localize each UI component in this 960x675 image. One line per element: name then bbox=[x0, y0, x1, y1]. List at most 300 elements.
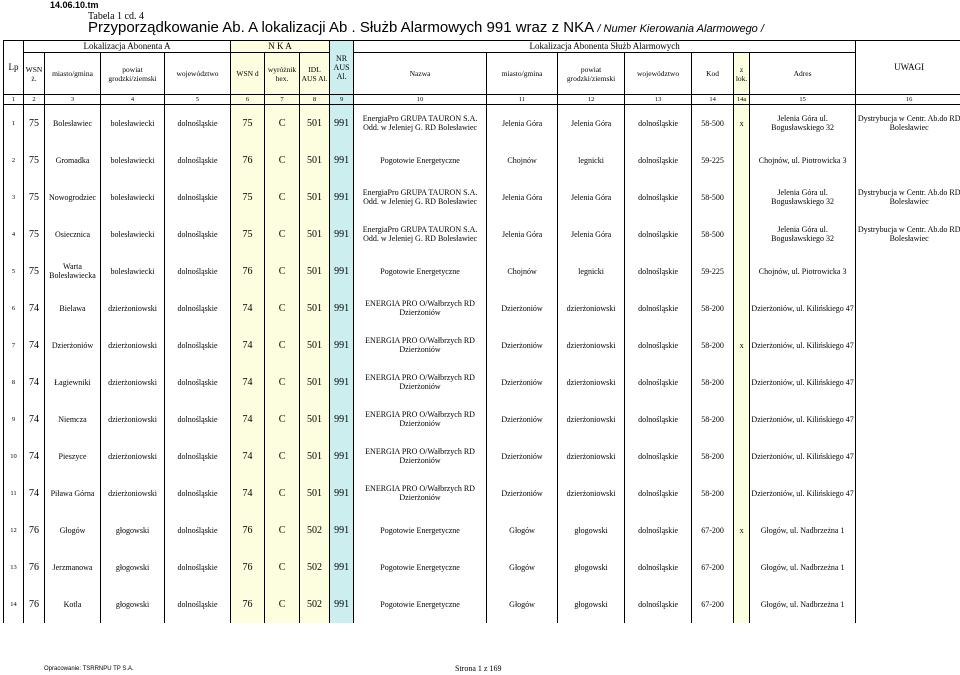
column-number: 15 bbox=[750, 95, 856, 105]
adres-cell: Dzierżoniów, ul. Kilińskiego 47 bbox=[750, 475, 856, 512]
powiat-cell: głogowski bbox=[101, 549, 165, 586]
woj2-cell: dolnośląskie bbox=[625, 475, 692, 512]
idl-header: IDL AUS Al. bbox=[300, 53, 330, 95]
idl-cell: 501 bbox=[300, 105, 330, 142]
nazwa-cell: ENERGIA PRO O/Wałbrzych RD Dzierżoniów bbox=[354, 290, 487, 327]
zlok-cell bbox=[734, 586, 750, 623]
column-number: 14a bbox=[734, 95, 750, 105]
miasto2-cell: Głogów bbox=[487, 512, 558, 549]
nka-header: N K A bbox=[231, 41, 330, 53]
nazwa-cell: Pogotowie Energetyczne bbox=[354, 549, 487, 586]
woj-cell: dolnośląskie bbox=[165, 253, 231, 290]
kod-header: Kod bbox=[692, 53, 734, 95]
uwagi-cell bbox=[856, 253, 960, 290]
sluzb-header: Lokalizacja Abonenta Służb Alarmowych bbox=[354, 41, 856, 53]
wsn-d-cell: 75 bbox=[231, 216, 265, 253]
table-row bbox=[4, 179, 960, 216]
wsn-d-cell: 76 bbox=[231, 512, 265, 549]
wsn-cell: 74 bbox=[24, 401, 45, 438]
lp-cell: 14 bbox=[4, 586, 24, 623]
lp-cell: 12 bbox=[4, 512, 24, 549]
table-row bbox=[4, 549, 960, 586]
powiat2-cell: legnicki bbox=[558, 142, 625, 179]
adres-cell: Dzierżoniów, ul. Kilińskiego 47 bbox=[750, 438, 856, 475]
wsn-d-cell: 76 bbox=[231, 253, 265, 290]
column-number: 4 bbox=[101, 95, 165, 105]
column-number-row bbox=[4, 95, 960, 105]
woj2-header: województwo bbox=[625, 53, 692, 95]
kod-cell: 58-200 bbox=[692, 364, 734, 401]
powiat-cell: bolesławiecki bbox=[101, 142, 165, 179]
nr-aus-cell: 991 bbox=[330, 475, 354, 512]
wsn-cell: 75 bbox=[24, 253, 45, 290]
powiat-cell: dzierżoniowski bbox=[101, 475, 165, 512]
uwagi-header: UWAGI bbox=[856, 41, 960, 95]
powiat2-cell: dzierżoniowski bbox=[558, 475, 625, 512]
document-date: 14.06.10.tm bbox=[50, 0, 99, 10]
nr-aus-cell: 991 bbox=[330, 290, 354, 327]
title-main: Przyporządkowanie Ab. A lokalizacji Ab . Służb Alarmowych 991 wraz z NKA bbox=[88, 19, 594, 36]
zlok-cell: x bbox=[734, 327, 750, 364]
nazwa-cell: EnergiaPro GRUPA TAURON S.A. Odd. w Jeleniej G. RD Bolesławiec bbox=[354, 216, 487, 253]
woj-cell: dolnośląskie bbox=[165, 586, 231, 623]
lp-cell: 2 bbox=[4, 142, 24, 179]
wsn-d-cell: 76 bbox=[231, 142, 265, 179]
wsn-d-header: WSN d bbox=[231, 53, 265, 95]
wsn-d-cell: 74 bbox=[231, 327, 265, 364]
column-number: 6 bbox=[231, 95, 265, 105]
wsn-cell: 74 bbox=[24, 364, 45, 401]
powiat2-cell: dzierżoniowski bbox=[558, 290, 625, 327]
adres-cell: Głogów, ul. Nadbrzeżna 1 bbox=[750, 549, 856, 586]
idl-cell: 501 bbox=[300, 327, 330, 364]
nazwa-cell: EnergiaPro GRUPA TAURON S.A. Odd. w Jeleniej G. RD Bolesławiec bbox=[354, 179, 487, 216]
miasto2-cell: Jelenia Góra bbox=[487, 105, 558, 142]
woj-cell: dolnośląskie bbox=[165, 216, 231, 253]
powiat-cell: dzierżoniowski bbox=[101, 364, 165, 401]
column-number: 16 bbox=[856, 95, 960, 105]
column-number: 9 bbox=[330, 95, 354, 105]
lp-header: Lp bbox=[4, 41, 24, 95]
woj-cell: dolnośląskie bbox=[165, 142, 231, 179]
woj2-cell: dolnośląskie bbox=[625, 290, 692, 327]
nazwa-cell: ENERGIA PRO O/Wałbrzych RD Dzierżoniów bbox=[354, 327, 487, 364]
title-subtitle: / Numer Kierowania Alarmowego / bbox=[597, 23, 764, 35]
table-row bbox=[4, 290, 960, 327]
nazwa-cell: ENERGIA PRO O/Wałbrzych RD Dzierżoniów bbox=[354, 401, 487, 438]
table-row bbox=[4, 586, 960, 623]
wyroznik-cell: C bbox=[265, 401, 300, 438]
adres-cell: Głogów, ul. Nadbrzeżna 1 bbox=[750, 586, 856, 623]
kod-cell: 58-200 bbox=[692, 438, 734, 475]
uwagi-cell bbox=[856, 142, 960, 179]
idl-cell: 501 bbox=[300, 253, 330, 290]
wyroznik-cell: C bbox=[265, 179, 300, 216]
table-row bbox=[4, 105, 960, 142]
wyroznik-cell: C bbox=[265, 253, 300, 290]
nr-aus-cell: 991 bbox=[330, 142, 354, 179]
adres-cell: Głogów, ul. Nadbrzeżna 1 bbox=[750, 512, 856, 549]
powiat2-cell: dzierżoniowski bbox=[558, 364, 625, 401]
lp-cell: 6 bbox=[4, 290, 24, 327]
idl-cell: 502 bbox=[300, 586, 330, 623]
zlok-cell bbox=[734, 142, 750, 179]
nazwa-cell: Pogotowie Energetyczne bbox=[354, 512, 487, 549]
adres-cell: Dzierżoniów, ul. Kilińskiego 47 bbox=[750, 364, 856, 401]
zlok-cell bbox=[734, 364, 750, 401]
powiat-cell: dzierżoniowski bbox=[101, 290, 165, 327]
miasto-cell: Warta Bolesławiecka bbox=[45, 253, 101, 290]
powiat2-cell: Jelenia Góra bbox=[558, 216, 625, 253]
wsn-cell: 75 bbox=[24, 142, 45, 179]
zlok-cell: x bbox=[734, 105, 750, 142]
wsn-cell: 75 bbox=[24, 179, 45, 216]
lp-cell: 3 bbox=[4, 179, 24, 216]
nr-aus-cell: 991 bbox=[330, 549, 354, 586]
wsn-cell: 76 bbox=[24, 512, 45, 549]
uwagi-cell bbox=[856, 364, 960, 401]
miasto2-cell: Jelenia Góra bbox=[487, 179, 558, 216]
nr-aus-cell: 991 bbox=[330, 179, 354, 216]
lp-cell: 5 bbox=[4, 253, 24, 290]
miasto2-cell: Głogów bbox=[487, 586, 558, 623]
wyroznik-cell: C bbox=[265, 142, 300, 179]
powiat-cell: dzierżoniowski bbox=[101, 401, 165, 438]
adres-cell: Jelenia Góra ul. Bogusławskiego 32 bbox=[750, 179, 856, 216]
footer-page-number: Strona 1 z 169 bbox=[455, 664, 502, 673]
nazwa-cell: ENERGIA PRO O/Wałbrzych RD Dzierżoniów bbox=[354, 438, 487, 475]
idl-cell: 501 bbox=[300, 438, 330, 475]
powiat2-cell: Jelenia Góra bbox=[558, 105, 625, 142]
nr-aus-header: NR AUS Al. bbox=[330, 41, 354, 95]
wsn-d-cell: 75 bbox=[231, 179, 265, 216]
woj2-cell: dolnośląskie bbox=[625, 216, 692, 253]
uwagi-cell bbox=[856, 290, 960, 327]
nr-aus-cell: 991 bbox=[330, 105, 354, 142]
uwagi-cell: Dystrybucja w Centr. Ab.do RD Bolesławiec bbox=[856, 105, 960, 142]
nazwa-header: Nazwa bbox=[354, 53, 487, 95]
miasto-cell: Niemcza bbox=[45, 401, 101, 438]
adres-cell: Jelenia Góra ul. Bogusławskiego 32 bbox=[750, 216, 856, 253]
woj2-cell: dolnośląskie bbox=[625, 549, 692, 586]
powiat-cell: bolesławiecki bbox=[101, 216, 165, 253]
powiat2-cell: dzierżoniowski bbox=[558, 327, 625, 364]
miasto2-cell: Chojnów bbox=[487, 142, 558, 179]
miasto-cell: Dzierżoniów bbox=[45, 327, 101, 364]
uwagi-cell: Dystrybucja w Centr. Ab.do RD Bolesławiec bbox=[856, 216, 960, 253]
miasto2-cell: Dzierżoniów bbox=[487, 475, 558, 512]
table-row bbox=[4, 253, 960, 290]
wsn-cell: 74 bbox=[24, 327, 45, 364]
wsn-cell: 74 bbox=[24, 290, 45, 327]
wsn-d-cell: 75 bbox=[231, 105, 265, 142]
woj2-cell: dolnośląskie bbox=[625, 253, 692, 290]
wyroznik-cell: C bbox=[265, 438, 300, 475]
miasto-cell: Bielawa bbox=[45, 290, 101, 327]
woj-cell: dolnośląskie bbox=[165, 438, 231, 475]
column-number: 13 bbox=[625, 95, 692, 105]
table-row bbox=[4, 401, 960, 438]
woj2-cell: dolnośląskie bbox=[625, 586, 692, 623]
idl-cell: 501 bbox=[300, 364, 330, 401]
zlok-cell bbox=[734, 401, 750, 438]
lp-cell: 8 bbox=[4, 364, 24, 401]
adres-cell: Dzierżoniów, ul. Kilińskiego 47 bbox=[750, 290, 856, 327]
kod-cell: 58-200 bbox=[692, 401, 734, 438]
wyroznik-cell: C bbox=[265, 327, 300, 364]
adres-cell: Chojnów, ul. Piotrowicka 3 bbox=[750, 253, 856, 290]
lp-cell: 1 bbox=[4, 105, 24, 142]
kod-cell: 58-200 bbox=[692, 475, 734, 512]
column-number: 10 bbox=[354, 95, 487, 105]
table-row bbox=[4, 327, 960, 364]
woj2-cell: dolnośląskie bbox=[625, 364, 692, 401]
column-number: 11 bbox=[487, 95, 558, 105]
wsn-d-cell: 74 bbox=[231, 438, 265, 475]
woj2-cell: dolnośląskie bbox=[625, 179, 692, 216]
kod-cell: 67-200 bbox=[692, 586, 734, 623]
kod-cell: 67-200 bbox=[692, 549, 734, 586]
idl-cell: 501 bbox=[300, 142, 330, 179]
column-header-row bbox=[4, 53, 960, 95]
miasto-cell: Bolesławiec bbox=[45, 105, 101, 142]
group-header-row bbox=[4, 41, 960, 53]
uwagi-cell bbox=[856, 475, 960, 512]
woj2-cell: dolnośląskie bbox=[625, 142, 692, 179]
miasto-cell: Osiecznica bbox=[45, 216, 101, 253]
wyroznik-cell: C bbox=[265, 475, 300, 512]
lp-cell: 7 bbox=[4, 327, 24, 364]
miasto2-cell: Jelenia Góra bbox=[487, 216, 558, 253]
miasto2-cell: Dzierżoniów bbox=[487, 364, 558, 401]
zlok-cell bbox=[734, 253, 750, 290]
zlok-cell: x bbox=[734, 512, 750, 549]
miasto-cell: Jerzmanowa bbox=[45, 549, 101, 586]
powiat2-cell: legnicki bbox=[558, 253, 625, 290]
miasto2-cell: Dzierżoniów bbox=[487, 438, 558, 475]
nr-aus-cell: 991 bbox=[330, 253, 354, 290]
wsn-d-cell: 74 bbox=[231, 290, 265, 327]
uwagi-cell bbox=[856, 327, 960, 364]
column-number: 14 bbox=[692, 95, 734, 105]
powiat2-cell: dzierżoniowski bbox=[558, 438, 625, 475]
kod-cell: 59-225 bbox=[692, 142, 734, 179]
zlok-cell bbox=[734, 179, 750, 216]
powiat2-cell: głogowski bbox=[558, 586, 625, 623]
wyroznik-header: wyróżnik hex. bbox=[265, 53, 300, 95]
column-number: 5 bbox=[165, 95, 231, 105]
woj-cell: dolnośląskie bbox=[165, 290, 231, 327]
table-row bbox=[4, 142, 960, 179]
page-title bbox=[88, 19, 764, 36]
column-number: 12 bbox=[558, 95, 625, 105]
woj-header: województwo bbox=[165, 53, 231, 95]
kod-cell: 67-200 bbox=[692, 512, 734, 549]
uwagi-cell bbox=[856, 549, 960, 586]
woj-cell: dolnośląskie bbox=[165, 401, 231, 438]
idl-cell: 501 bbox=[300, 290, 330, 327]
wsn-z-header: WSN ż. bbox=[24, 53, 45, 95]
wyroznik-cell: C bbox=[265, 290, 300, 327]
nr-aus-cell: 991 bbox=[330, 512, 354, 549]
kod-cell: 58-200 bbox=[692, 327, 734, 364]
woj2-cell: dolnośląskie bbox=[625, 327, 692, 364]
miasto-header: miasto/gmina bbox=[45, 53, 101, 95]
nazwa-cell: ENERGIA PRO O/Wałbrzych RD Dzierżoniów bbox=[354, 475, 487, 512]
wsn-d-cell: 76 bbox=[231, 586, 265, 623]
woj-cell: dolnośląskie bbox=[165, 364, 231, 401]
wyroznik-cell: C bbox=[265, 586, 300, 623]
powiat-cell: bolesławiecki bbox=[101, 179, 165, 216]
wsn-cell: 74 bbox=[24, 475, 45, 512]
nr-aus-cell: 991 bbox=[330, 438, 354, 475]
miasto-cell: Kotla bbox=[45, 586, 101, 623]
table-row bbox=[4, 216, 960, 253]
wsn-cell: 75 bbox=[24, 105, 45, 142]
alarm-services-table bbox=[3, 40, 960, 623]
wyroznik-cell: C bbox=[265, 105, 300, 142]
kod-cell: 58-500 bbox=[692, 216, 734, 253]
uwagi-cell bbox=[856, 401, 960, 438]
miasto-cell: Łagiewniki bbox=[45, 364, 101, 401]
nazwa-cell: EnergiaPro GRUPA TAURON S.A. Odd. w Jeleniej G. RD Bolesławiec bbox=[354, 105, 487, 142]
abonent-a-header: Lokalizacja Abonenta A bbox=[24, 41, 231, 53]
powiat-header: powiat grodzki/ziemski bbox=[101, 53, 165, 95]
woj2-cell: dolnośląskie bbox=[625, 512, 692, 549]
footer-author: Opracowanie: TSRRNPU TP S.A. bbox=[44, 666, 134, 672]
adres-cell: Dzierżoniów, ul. Kilińskiego 47 bbox=[750, 327, 856, 364]
woj-cell: dolnośląskie bbox=[165, 327, 231, 364]
idl-cell: 501 bbox=[300, 216, 330, 253]
table-row bbox=[4, 512, 960, 549]
wyroznik-cell: C bbox=[265, 549, 300, 586]
kod-cell: 58-500 bbox=[692, 105, 734, 142]
adres-cell: Jelenia Góra ul. Bogusławskiego 32 bbox=[750, 105, 856, 142]
zlok-cell bbox=[734, 438, 750, 475]
kod-cell: 58-500 bbox=[692, 179, 734, 216]
powiat2-cell: głogowski bbox=[558, 512, 625, 549]
miasto2-cell: Dzierżoniów bbox=[487, 401, 558, 438]
miasto2-cell: Głogów bbox=[487, 549, 558, 586]
adres-cell: Chojnów, ul. Piotrowicka 3 bbox=[750, 142, 856, 179]
wsn-cell: 74 bbox=[24, 438, 45, 475]
kod-cell: 59-225 bbox=[692, 253, 734, 290]
lp-cell: 9 bbox=[4, 401, 24, 438]
powiat-cell: głogowski bbox=[101, 586, 165, 623]
adres-cell: Dzierżoniów, ul. Kilińskiego 47 bbox=[750, 401, 856, 438]
uwagi-cell bbox=[856, 586, 960, 623]
lp-cell: 4 bbox=[4, 216, 24, 253]
wsn-d-cell: 74 bbox=[231, 401, 265, 438]
zlok-header: z lok. bbox=[734, 53, 750, 95]
lp-cell: 11 bbox=[4, 475, 24, 512]
woj-cell: dolnośląskie bbox=[165, 475, 231, 512]
wsn-cell: 75 bbox=[24, 216, 45, 253]
powiat-cell: dzierżoniowski bbox=[101, 327, 165, 364]
wsn-d-cell: 76 bbox=[231, 549, 265, 586]
woj-cell: dolnośląskie bbox=[165, 105, 231, 142]
powiat-cell: dzierżoniowski bbox=[101, 438, 165, 475]
woj-cell: dolnośląskie bbox=[165, 549, 231, 586]
wsn-d-cell: 74 bbox=[231, 364, 265, 401]
column-number: 2 bbox=[24, 95, 45, 105]
table-row bbox=[4, 438, 960, 475]
idl-cell: 502 bbox=[300, 549, 330, 586]
zlok-cell bbox=[734, 216, 750, 253]
nr-aus-cell: 991 bbox=[330, 586, 354, 623]
zlok-cell bbox=[734, 475, 750, 512]
powiat2-cell: dzierżoniowski bbox=[558, 401, 625, 438]
wsn-cell: 76 bbox=[24, 586, 45, 623]
woj-cell: dolnośląskie bbox=[165, 179, 231, 216]
powiat2-cell: głogowski bbox=[558, 549, 625, 586]
woj2-cell: dolnośląskie bbox=[625, 438, 692, 475]
miasto2-cell: Dzierżoniów bbox=[487, 290, 558, 327]
adres-header: Adres bbox=[750, 53, 856, 95]
powiat2-cell: Jelenia Góra bbox=[558, 179, 625, 216]
idl-cell: 502 bbox=[300, 512, 330, 549]
lp-cell: 13 bbox=[4, 549, 24, 586]
lp-cell: 10 bbox=[4, 438, 24, 475]
wyroznik-cell: C bbox=[265, 216, 300, 253]
uwagi-cell bbox=[856, 438, 960, 475]
table-row bbox=[4, 475, 960, 512]
woj2-cell: dolnośląskie bbox=[625, 401, 692, 438]
nr-aus-cell: 991 bbox=[330, 364, 354, 401]
miasto-cell: Pieszyce bbox=[45, 438, 101, 475]
powiat-cell: głogowski bbox=[101, 512, 165, 549]
column-number: 8 bbox=[300, 95, 330, 105]
idl-cell: 501 bbox=[300, 475, 330, 512]
woj2-cell: dolnośląskie bbox=[625, 105, 692, 142]
wsn-cell: 76 bbox=[24, 549, 45, 586]
column-number: 3 bbox=[45, 95, 101, 105]
wsn-d-cell: 74 bbox=[231, 475, 265, 512]
powiat-cell: bolesławiecki bbox=[101, 105, 165, 142]
nr-aus-cell: 991 bbox=[330, 327, 354, 364]
idl-cell: 501 bbox=[300, 401, 330, 438]
zlok-cell bbox=[734, 290, 750, 327]
miasto-cell: Gromadka bbox=[45, 142, 101, 179]
miasto-cell: Nowogrodziec bbox=[45, 179, 101, 216]
uwagi-cell: Dystrybucja w Centr. Ab.do RD Bolesławiec bbox=[856, 179, 960, 216]
uwagi-cell bbox=[856, 512, 960, 549]
column-number: 7 bbox=[265, 95, 300, 105]
kod-cell: 58-200 bbox=[692, 290, 734, 327]
nazwa-cell: ENERGIA PRO O/Wałbrzych RD Dzierżoniów bbox=[354, 364, 487, 401]
nazwa-cell: Pogotowie Energetyczne bbox=[354, 586, 487, 623]
powiat2-header: powiat grodzki/ziemski bbox=[558, 53, 625, 95]
miasto-cell: Głogów bbox=[45, 512, 101, 549]
nr-aus-cell: 991 bbox=[330, 401, 354, 438]
nr-aus-cell: 991 bbox=[330, 216, 354, 253]
wyroznik-cell: C bbox=[265, 512, 300, 549]
miasto2-header: miasto/gmina bbox=[487, 53, 558, 95]
nazwa-cell: Pogotowie Energetyczne bbox=[354, 253, 487, 290]
table-body bbox=[4, 105, 960, 623]
woj-cell: dolnośląskie bbox=[165, 512, 231, 549]
table-number: Tabela 1 cd. 4 bbox=[88, 11, 144, 22]
nazwa-cell: Pogotowie Energetyczne bbox=[354, 142, 487, 179]
idl-cell: 501 bbox=[300, 179, 330, 216]
table-row bbox=[4, 364, 960, 401]
miasto2-cell: Dzierżoniów bbox=[487, 327, 558, 364]
wyroznik-cell: C bbox=[265, 364, 300, 401]
zlok-cell bbox=[734, 549, 750, 586]
column-number: 1 bbox=[4, 95, 24, 105]
miasto2-cell: Chojnów bbox=[487, 253, 558, 290]
miasto-cell: Piława Górna bbox=[45, 475, 101, 512]
